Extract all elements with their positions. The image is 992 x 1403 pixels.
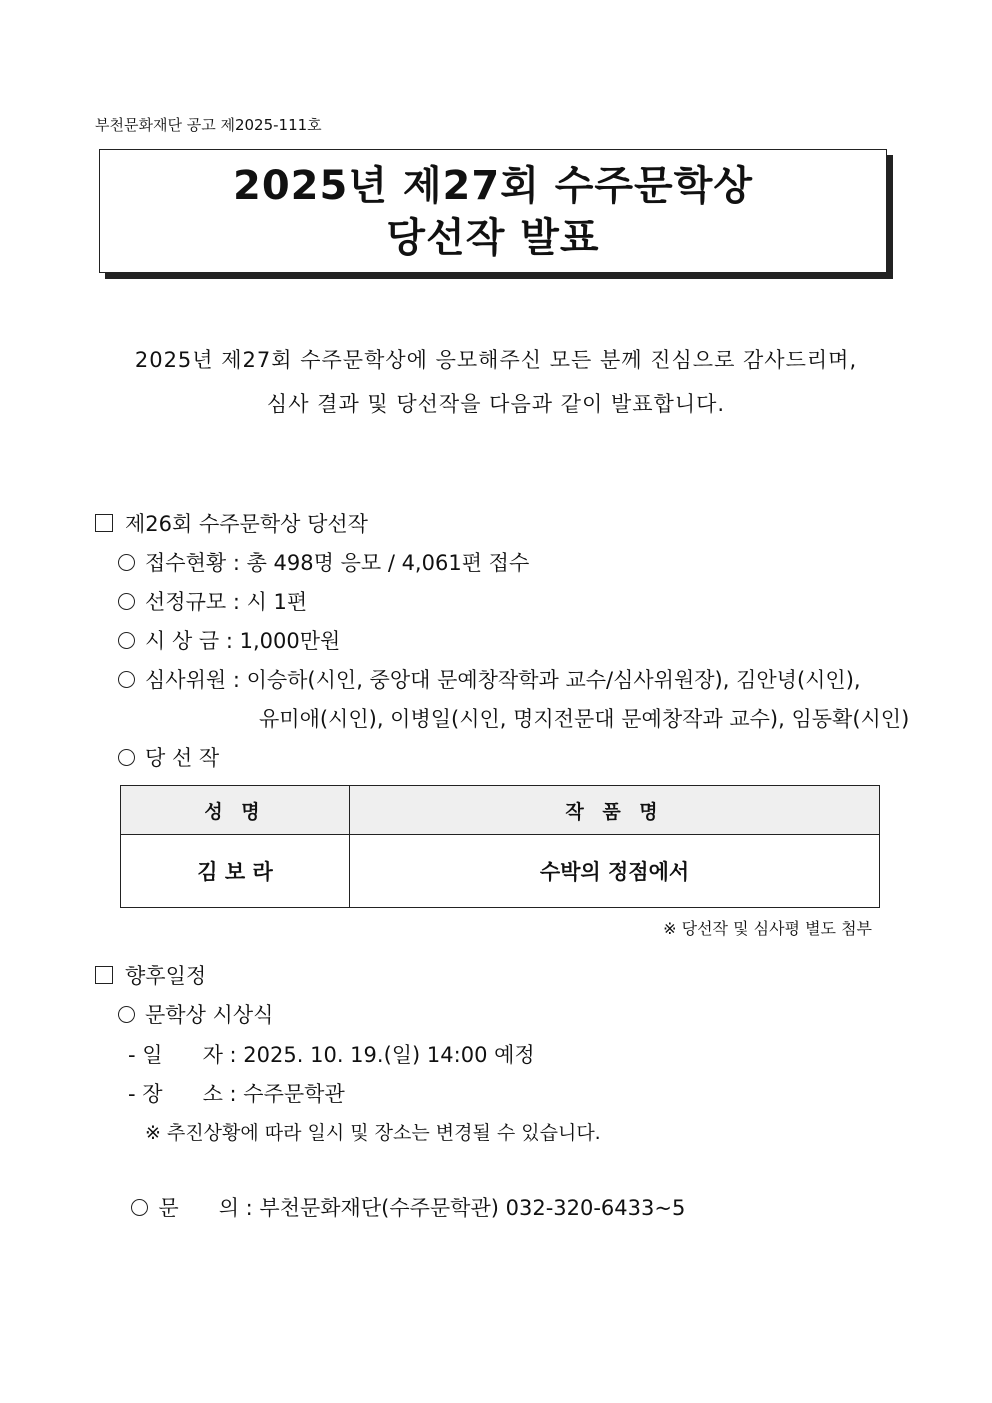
- list-item: [118, 586, 307, 616]
- title-box: [99, 149, 887, 273]
- winning-work-label: 당 선 작: [145, 746, 220, 770]
- table-note: ※ 당선작 및 심사평 별도 첨부: [663, 919, 872, 938]
- notice-number: 부천문화재단 공고 제2025-111호: [95, 116, 322, 134]
- section1-heading: [95, 508, 368, 538]
- prize-money: 시 상 금 : 1,000만원: [145, 629, 341, 653]
- section2-heading-text: 향후일정: [125, 964, 207, 988]
- header-work: 작 품 명: [350, 786, 880, 835]
- checkbox-square-icon: [95, 966, 113, 984]
- winner-name: 김 보 라: [121, 835, 350, 908]
- reception-status: 접수현황 : 총 498명 응모 / 4,061편 접수: [145, 551, 530, 575]
- winners-table: [120, 785, 880, 908]
- ceremony-title: 문학상 시상식: [145, 1003, 274, 1027]
- circle-bullet-icon: [118, 554, 135, 571]
- header-name: 성 명: [121, 786, 350, 835]
- list-item: [118, 999, 273, 1029]
- circle-bullet-icon: [118, 1006, 135, 1023]
- judges-line-2: 유미애(시인), 이병일(시인, 명지전문대 문예창작과 교수), 임동확(시인): [259, 707, 910, 731]
- ceremony-place: - 장 소 : 수주문학관: [128, 1082, 345, 1106]
- section1-heading-text: 제26회 수주문학상 당선작: [125, 512, 368, 536]
- checkbox-square-icon: [95, 514, 113, 532]
- section2-heading: [95, 960, 206, 990]
- table-header-row: [121, 786, 880, 835]
- judges-line-1: 심사위원 : 이승하(시인, 중앙대 문예창작학과 교수/심사위원장), 김안녕(시인),: [145, 668, 861, 692]
- list-item: [118, 625, 340, 655]
- circle-bullet-icon: [118, 749, 135, 766]
- page-title: 2025년 제27회 수주문학상: [233, 163, 753, 209]
- intro-line-2: 심사 결과 및 당선작을 다음과 같이 발표합니다.: [266, 392, 726, 416]
- intro-line-1: 2025년 제27회 수주문학상에 응모해주신 모든 분께 진심으로 감사드리며,: [134, 348, 858, 372]
- circle-bullet-icon: [131, 1199, 148, 1216]
- inquiry-contact: 문 의 : 부천문화재단(수주문학관) 032-320-6433~5: [158, 1196, 686, 1220]
- ceremony-date: - 일 자 : 2025. 10. 19.(일) 14:00 예정: [128, 1043, 535, 1067]
- circle-bullet-icon: [118, 632, 135, 649]
- table-row: [121, 835, 880, 908]
- list-item: [118, 547, 529, 577]
- list-item: [118, 1168, 685, 1222]
- list-item: [118, 664, 861, 694]
- circle-bullet-icon: [118, 593, 135, 610]
- winner-work: 수박의 정점에서: [350, 835, 880, 908]
- change-note: ※ 추진상황에 따라 일시 및 장소는 변경될 수 있습니다.: [145, 1122, 601, 1144]
- circle-bullet-icon: [118, 671, 135, 688]
- page-subtitle: 당선작 발표: [386, 215, 600, 261]
- selection-scale: 선정규모 : 시 1편: [145, 590, 308, 614]
- list-item: [118, 742, 219, 772]
